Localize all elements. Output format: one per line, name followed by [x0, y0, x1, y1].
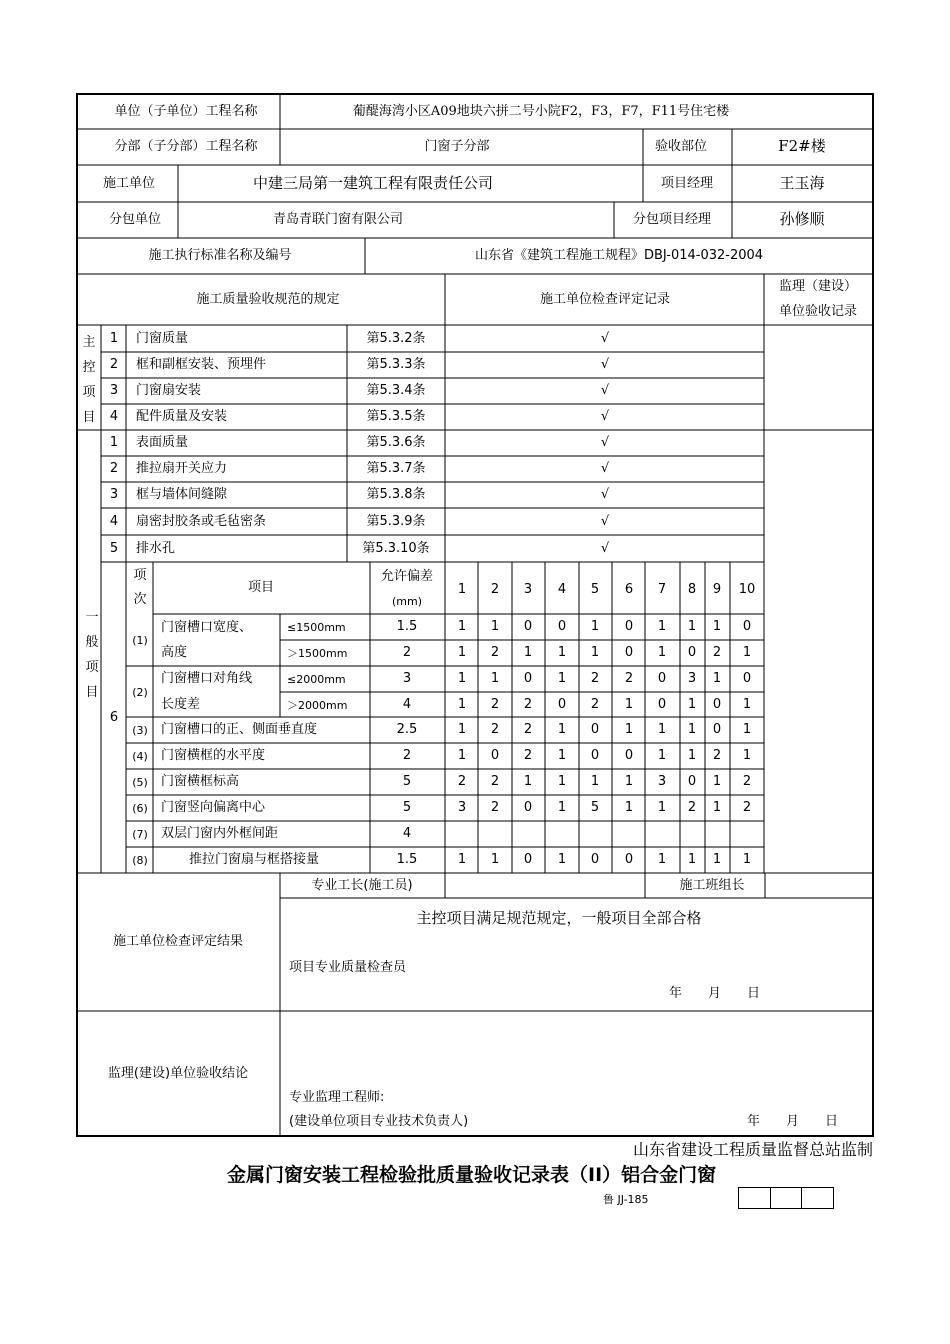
- measured-deviation: 1: [657, 722, 667, 737]
- general-item-clause: 第5.3.10条: [362, 541, 430, 556]
- main-items-label-char: 目: [82, 410, 96, 425]
- measured-deviation: 1: [523, 645, 533, 660]
- general-item-check: √: [600, 461, 610, 476]
- measured-deviation: 0: [687, 774, 697, 789]
- owner-technical-lead-label: (建设单位项目专业技术负责人): [289, 1114, 469, 1129]
- point-column-header: 10: [738, 582, 756, 597]
- measured-deviation: 1: [557, 645, 567, 660]
- measure-item-no: (4): [132, 750, 148, 763]
- tolerance-value: 5: [402, 800, 412, 815]
- measured-deviation: 2: [523, 722, 533, 737]
- size-condition: ＞2000mm: [287, 699, 348, 712]
- tolerance-value: 5: [402, 774, 412, 789]
- general-items-label-char: 项: [85, 660, 99, 675]
- general-item-no: 2: [109, 461, 119, 476]
- supervisor-note: 山东省建设工程质量监督总站监制: [632, 1140, 873, 1159]
- contractor-value: 中建三局第一建筑工程有限责任公司: [252, 174, 494, 192]
- general-item-name: 推拉扇开关应力: [136, 461, 228, 476]
- measure-item-no: (6): [132, 802, 148, 815]
- project-manager-label: 项目经理: [660, 176, 714, 191]
- measured-deviation: 1: [657, 645, 667, 660]
- measured-deviation: 2: [490, 645, 500, 660]
- project-column-header: 项目: [247, 580, 275, 595]
- measured-deviation: 0: [624, 852, 634, 867]
- measured-deviation: 1: [687, 748, 697, 763]
- general-item-no: 3: [109, 487, 119, 502]
- spec-column-header: 施工质量验收规范的规定: [196, 292, 340, 307]
- measured-deviation: 0: [557, 619, 567, 634]
- quality-inspector-label: 项目专业质量检查员: [289, 960, 407, 975]
- result-conclusion: 主控项目满足规范规定，一般项目全部合格: [416, 909, 702, 927]
- sub-project-name-label: 分部（子分部）工程名称: [114, 139, 258, 154]
- group-1-name-line1: 门窗槽口宽度、: [161, 620, 253, 635]
- item-index-header-line2: 次: [133, 592, 147, 607]
- measured-deviation: 1: [490, 852, 500, 867]
- result-date: 年 月 日: [669, 986, 761, 1001]
- measured-deviation: 1: [557, 671, 567, 686]
- measured-deviation: 3: [687, 671, 697, 686]
- measure-item-no: (7): [132, 828, 148, 841]
- measured-deviation: 1: [712, 800, 722, 815]
- contractor-label: 施工单位: [102, 176, 156, 191]
- measured-deviation: 1: [624, 697, 634, 712]
- measured-deviation: 0: [742, 671, 752, 686]
- measured-deviation: 0: [590, 852, 600, 867]
- measured-deviation: 1: [657, 748, 667, 763]
- general-item-name: 排水孔: [136, 541, 176, 556]
- group-1-name-line2: 高度: [161, 645, 188, 660]
- point-column-header: 2: [490, 582, 500, 597]
- measured-deviation: 0: [624, 645, 634, 660]
- foreman-label: 专业工长(施工员): [311, 878, 413, 893]
- measured-deviation: 2: [742, 800, 752, 815]
- main-item-clause: 第5.3.3条: [366, 357, 426, 372]
- measured-deviation: 1: [523, 774, 533, 789]
- general-item-check: √: [600, 514, 610, 529]
- main-item-no: 4: [109, 409, 119, 424]
- measured-deviation: 0: [687, 645, 697, 660]
- measured-deviation: 1: [657, 852, 667, 867]
- unit-project-name-label: 单位（子单位）工程名称: [114, 104, 258, 119]
- measured-deviation: 2: [490, 774, 500, 789]
- main-item-check: √: [600, 331, 610, 346]
- general-item-no: 4: [109, 514, 119, 529]
- main-item-clause: 第5.3.5条: [366, 409, 426, 424]
- supervision-column-header-line1: 监理（建设）: [778, 279, 858, 294]
- measured-deviation: 2: [590, 671, 600, 686]
- measured-deviation: 0: [523, 800, 533, 815]
- main-item-name: 门窗质量: [136, 331, 189, 346]
- size-condition: ≤1500mm: [287, 621, 346, 634]
- standard-value: 山东省《建筑工程施工规程》DBJ-014-032-2004: [474, 248, 764, 263]
- measured-deviation: 1: [590, 774, 600, 789]
- general-item-no: 1: [109, 435, 119, 450]
- general-item-6-no: 6: [109, 710, 119, 725]
- tolerance-value: 2: [402, 748, 412, 763]
- measured-deviation: 1: [742, 722, 752, 737]
- supervision-date: 年 月 日: [747, 1114, 839, 1129]
- measured-deviation: 0: [742, 619, 752, 634]
- main-item-clause: 第5.3.2条: [366, 331, 426, 346]
- measured-deviation: 1: [557, 722, 567, 737]
- measured-deviation: 1: [657, 800, 667, 815]
- main-item-no: 1: [109, 331, 119, 346]
- measured-deviation: 1: [590, 619, 600, 634]
- acceptance-part-label: 验收部位: [654, 139, 708, 154]
- general-item-clause: 第5.3.8条: [366, 487, 426, 502]
- main-item-check: √: [600, 357, 610, 372]
- measured-deviation: 0: [523, 852, 533, 867]
- supervision-conclusion-label: 监理(建设)单位验收结论: [107, 1066, 249, 1081]
- point-column-header: 6: [624, 582, 634, 597]
- general-item-name: 扇密封胶条或毛毡密条: [136, 514, 267, 529]
- subcontractor-label: 分包单位: [108, 212, 162, 227]
- measured-deviation: 1: [742, 852, 752, 867]
- code-box-divider: [770, 1188, 771, 1208]
- measured-deviation: 2: [590, 697, 600, 712]
- group-2-name-line2: 长度差: [161, 697, 201, 712]
- measure-item-name: 双层门窗内外框间距: [161, 826, 279, 841]
- main-item-clause: 第5.3.4条: [366, 383, 426, 398]
- sub-project-manager-label: 分包项目经理: [632, 212, 712, 227]
- measure-item-no: (8): [132, 854, 148, 867]
- measured-deviation: 0: [523, 671, 533, 686]
- measured-deviation: 1: [657, 619, 667, 634]
- tolerance-value: 2: [402, 645, 412, 660]
- measured-deviation: 2: [687, 800, 697, 815]
- measured-deviation: 1: [457, 722, 467, 737]
- measured-deviation: 0: [624, 619, 634, 634]
- measured-deviation: 1: [457, 671, 467, 686]
- contractor-result-label: 施工单位检查评定结果: [112, 934, 244, 949]
- general-item-clause: 第5.3.6条: [366, 435, 426, 450]
- measured-deviation: 1: [624, 800, 634, 815]
- measured-deviation: 1: [490, 671, 500, 686]
- general-item-check: √: [600, 541, 610, 556]
- size-condition: ＞1500mm: [287, 647, 348, 660]
- measured-deviation: 2: [490, 697, 500, 712]
- measured-deviation: 2: [712, 645, 722, 660]
- main-items-label-char: 项: [82, 385, 96, 400]
- measured-deviation: 1: [687, 697, 697, 712]
- main-items-label-char: 控: [82, 360, 96, 375]
- measured-deviation: 1: [712, 774, 722, 789]
- main-item-name: 配件质量及安装: [136, 409, 228, 424]
- measure-item-name: 门窗横框的水平度: [161, 748, 266, 763]
- measured-deviation: 2: [742, 774, 752, 789]
- measured-deviation: 0: [712, 697, 722, 712]
- measured-deviation: 0: [590, 722, 600, 737]
- measured-deviation: 1: [687, 852, 697, 867]
- measured-deviation: 1: [557, 774, 567, 789]
- measured-deviation: 1: [742, 645, 752, 660]
- tolerance-column-header: 允许偏差: [380, 569, 434, 584]
- general-items-label-char: 般: [85, 635, 99, 650]
- point-column-header: 4: [557, 582, 567, 597]
- point-column-header: 9: [712, 582, 722, 597]
- main-items-label-char: 主: [82, 335, 96, 350]
- measured-deviation: 1: [712, 852, 722, 867]
- form-code: 鲁 JJ-185: [603, 1193, 649, 1206]
- main-item-name: 框和副框安装、预埋件: [136, 357, 267, 372]
- measured-deviation: 2: [523, 697, 533, 712]
- code-box-divider: [801, 1188, 802, 1208]
- measured-deviation: 2: [490, 800, 500, 815]
- general-item-clause: 第5.3.9条: [366, 514, 426, 529]
- general-items-label-char: 一: [85, 610, 99, 625]
- measured-deviation: 0: [657, 697, 667, 712]
- measured-deviation: 3: [657, 774, 667, 789]
- measured-deviation: 1: [742, 697, 752, 712]
- measured-deviation: 1: [712, 671, 722, 686]
- general-item-no: 5: [109, 541, 119, 556]
- tolerance-value: 1.5: [396, 852, 418, 867]
- supervision-column-header-line2: 单位验收记录: [778, 304, 858, 319]
- measured-deviation: 1: [712, 619, 722, 634]
- point-column-header: 5: [590, 582, 600, 597]
- measured-deviation: 0: [523, 619, 533, 634]
- item-index-header-line1: 项: [133, 568, 147, 583]
- measure-item-no: (5): [132, 776, 148, 789]
- tolerance-value: 4: [402, 826, 412, 841]
- measured-deviation: 0: [490, 748, 500, 763]
- tolerance-unit: (mm): [391, 595, 423, 608]
- group-1-no: (1): [132, 634, 148, 647]
- measured-deviation: 1: [687, 619, 697, 634]
- main-item-no: 2: [109, 357, 119, 372]
- size-condition: ≤2000mm: [287, 673, 346, 686]
- main-item-no: 3: [109, 383, 119, 398]
- tolerance-value: 3: [402, 671, 412, 686]
- measured-deviation: 2: [712, 748, 722, 763]
- general-item-check: √: [600, 435, 610, 450]
- tolerance-value: 4: [402, 697, 412, 712]
- team-leader-label: 施工班组长: [679, 878, 745, 893]
- measured-deviation: 1: [624, 774, 634, 789]
- measured-deviation: 1: [557, 852, 567, 867]
- group-2-name-line1: 门窗槽口对角线: [161, 671, 253, 686]
- measured-deviation: 1: [457, 852, 467, 867]
- general-item-check: √: [600, 487, 610, 502]
- measured-deviation: 2: [490, 722, 500, 737]
- measured-deviation: 1: [687, 722, 697, 737]
- measured-deviation: 0: [557, 697, 567, 712]
- form-title: 金属门窗安装工程检验批质量验收记录表（II）铝合金门窗: [227, 1164, 717, 1186]
- measured-deviation: 2: [624, 671, 634, 686]
- measured-deviation: 2: [457, 774, 467, 789]
- measured-deviation: 5: [590, 800, 600, 815]
- general-item-name: 表面质量: [136, 435, 189, 450]
- measured-deviation: 1: [457, 645, 467, 660]
- measured-deviation: 1: [490, 619, 500, 634]
- point-column-header: 8: [687, 582, 697, 597]
- main-item-check: √: [600, 383, 610, 398]
- standard-label: 施工执行标准名称及编号: [148, 248, 292, 263]
- measured-deviation: 1: [457, 619, 467, 634]
- general-items-label-char: 目: [85, 685, 99, 700]
- point-column-header: 7: [657, 582, 667, 597]
- measured-deviation: 0: [624, 748, 634, 763]
- subcontractor-value: 青岛青联门窗有限公司: [272, 212, 404, 227]
- measured-deviation: 1: [457, 697, 467, 712]
- measured-deviation: 0: [590, 748, 600, 763]
- measure-item-name: 门窗槽口的正、侧面垂直度: [161, 722, 318, 737]
- project-manager-value: 王玉海: [779, 174, 825, 192]
- acceptance-part-value: F2#楼: [778, 137, 826, 155]
- main-item-check: √: [600, 409, 610, 424]
- tolerance-value: 1.5: [396, 619, 418, 634]
- measured-deviation: 1: [624, 722, 634, 737]
- measured-deviation: 1: [457, 748, 467, 763]
- measured-deviation: 1: [557, 800, 567, 815]
- group-2-no: (2): [132, 686, 148, 699]
- supervision-engineer-label: 专业监理工程师:: [289, 1090, 385, 1105]
- measured-deviation: 1: [557, 748, 567, 763]
- point-column-header: 3: [523, 582, 533, 597]
- sub-project-name-value: 门窗子分部: [424, 139, 490, 154]
- main-item-name: 门窗扇安装: [136, 383, 202, 398]
- measure-item-no: (3): [132, 724, 148, 737]
- measured-deviation: 0: [657, 671, 667, 686]
- code-boxes: [738, 1187, 834, 1209]
- measured-deviation: 1: [590, 645, 600, 660]
- measure-item-name: 推拉门窗扇与框搭接量: [189, 852, 320, 867]
- point-column-header: 1: [457, 582, 467, 597]
- measured-deviation: 1: [742, 748, 752, 763]
- measure-item-name: 门窗横框标高: [161, 774, 240, 789]
- sub-project-manager-value: 孙修顺: [779, 210, 825, 228]
- tolerance-value: 2.5: [396, 722, 418, 737]
- general-item-name: 框与墙体间缝隙: [136, 487, 228, 502]
- unit-project-name-value: 葡醍海湾小区A09地块六拼二号小院F2，F3，F7，F11号住宅楼: [352, 104, 730, 119]
- record-column-header: 施工单位检查评定记录: [539, 292, 671, 307]
- general-item-clause: 第5.3.7条: [366, 461, 426, 476]
- measured-deviation: 2: [523, 748, 533, 763]
- measured-deviation: 0: [712, 722, 722, 737]
- measure-item-name: 门窗竖向偏离中心: [161, 800, 266, 815]
- measured-deviation: 3: [457, 800, 467, 815]
